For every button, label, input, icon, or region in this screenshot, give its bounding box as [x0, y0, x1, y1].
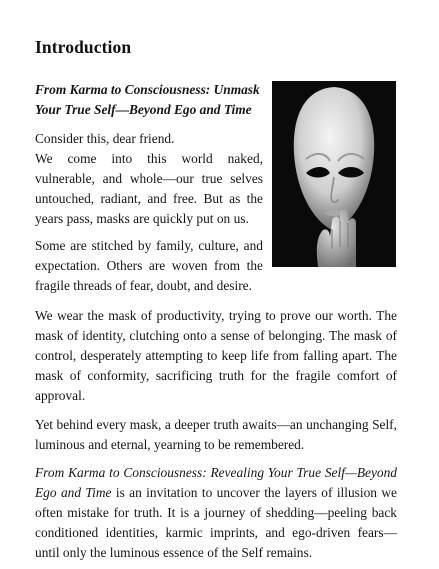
book-title-reference: From Karma to Consciousness: Revealing Your True Self—Beyond Ego and Time	[35, 465, 397, 500]
paragraph-5-body: is an invitation to uncover the layers of illusion we often mistake for truth. It is a journey of shedding—peeling back conditioned identities, karmic imprints, and ego-driven fears—until only the luminous essence of the Self remains.	[35, 485, 397, 560]
white-mask-icon	[272, 81, 396, 267]
paragraph-4: Yet behind every mask, a deeper truth awaits—an unchanging Self, luminous and eternal, yearning to be remembered.	[35, 417, 397, 452]
paragraph-3: We wear the mask of productivity, trying to prove our worth. The mask of identity, clutching onto a sense of belonging. The mask of control, desperately attempting to keep life from falling apart. The mask of conformity, sacrificing truth for the fragile comfort of approval.	[35, 308, 397, 403]
paragraph-1-body: We come into this world naked, vulnerable, and whole—our true selves untouched, radiant, and free. But as the years pass, masks are quickly put on us.	[35, 151, 263, 226]
paragraph-1	[35, 129, 263, 229]
section-heading: Introduction	[35, 37, 132, 57]
paragraph-5	[35, 463, 397, 563]
book-subtitle: From Karma to Consciousness: Unmask Your True Self—Beyond Ego and Time	[35, 82, 260, 117]
paragraph-2: Some are stitched by family, culture, and expectation. Others are woven from the fragile threads of fear, doubt, and desire.	[35, 238, 263, 293]
paragraph-1-opening: Consider this, dear friend.	[35, 131, 175, 146]
mask-image	[272, 81, 396, 267]
